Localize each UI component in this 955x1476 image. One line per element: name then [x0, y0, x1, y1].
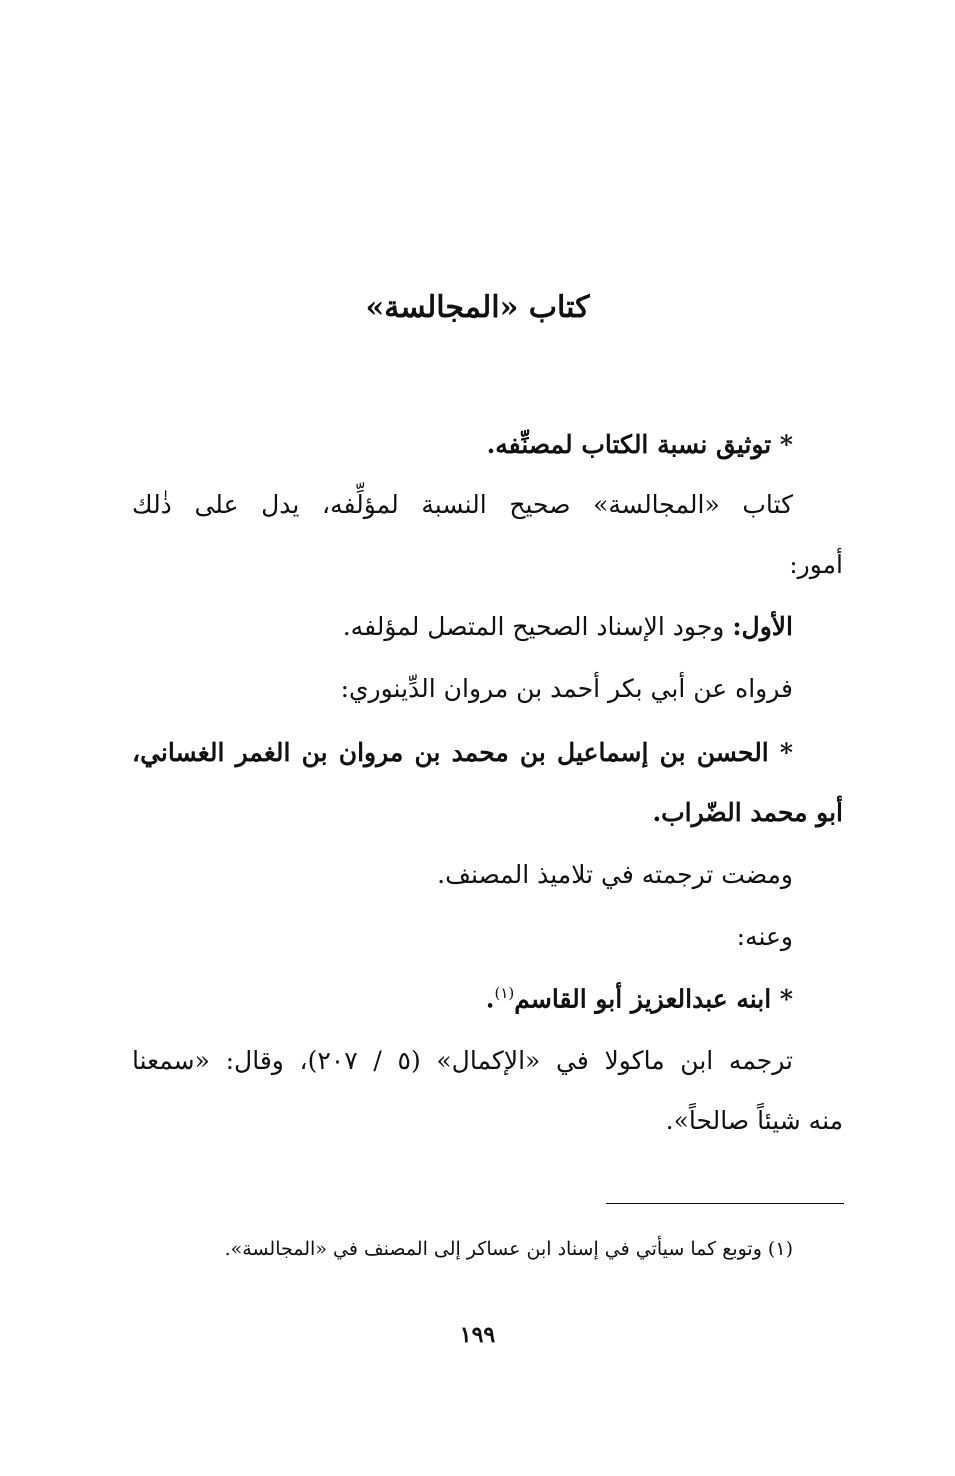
paragraph-line: وعنه: — [736, 922, 793, 951]
paragraph-line — [343, 612, 793, 641]
footnote-marker: (١) — [494, 984, 515, 1002]
narrator-line — [486, 984, 793, 1013]
narrator-line: أبو محمد الضّراب. — [652, 798, 843, 827]
paragraph-line: ترجمه ابن ماكولا في «الإكمال» (٥ / ٢٠٧)، وقال: «سمعنا — [132, 1046, 793, 1075]
period: . — [485, 984, 495, 1014]
paragraph-line: كتاب «المجالسة» صحيح النسبة لمؤلِّفه، يدل على ذٰلك — [132, 490, 793, 519]
page-title: كتاب «المجالسة» — [365, 290, 590, 325]
paragraph-line: أمور: — [789, 550, 843, 579]
narrator-line: * الحسن بن إسماعيل بن محمد بن مروان بن الغمر الغساني، — [132, 738, 793, 767]
section-heading: * توثيق نسبة الكتاب لمصنِّفه. — [486, 430, 793, 459]
narrator-name: * ابنه عبدالعزيز أبو القاسم — [514, 984, 793, 1014]
paragraph-line: منه شيئاً صالحاً». — [665, 1106, 843, 1135]
footnote: (١) وتوبع كما سيأتي في إسناد ابن عساكر إلى المصنف في «المجالسة». — [224, 1238, 793, 1260]
first-point-text: وجود الإسناد الصحيح المتصل لمؤلفه. — [342, 612, 733, 641]
paragraph-line: فرواه عن أبي بكر أحمد بن مروان الدِّينوري: — [340, 674, 793, 703]
first-point-label: الأول: — [732, 612, 793, 641]
footnote-divider — [606, 1203, 844, 1204]
paragraph-line: ومضت ترجمته في تلاميذ المصنف. — [437, 860, 793, 889]
page-number: ١٩٩ — [459, 1322, 496, 1348]
